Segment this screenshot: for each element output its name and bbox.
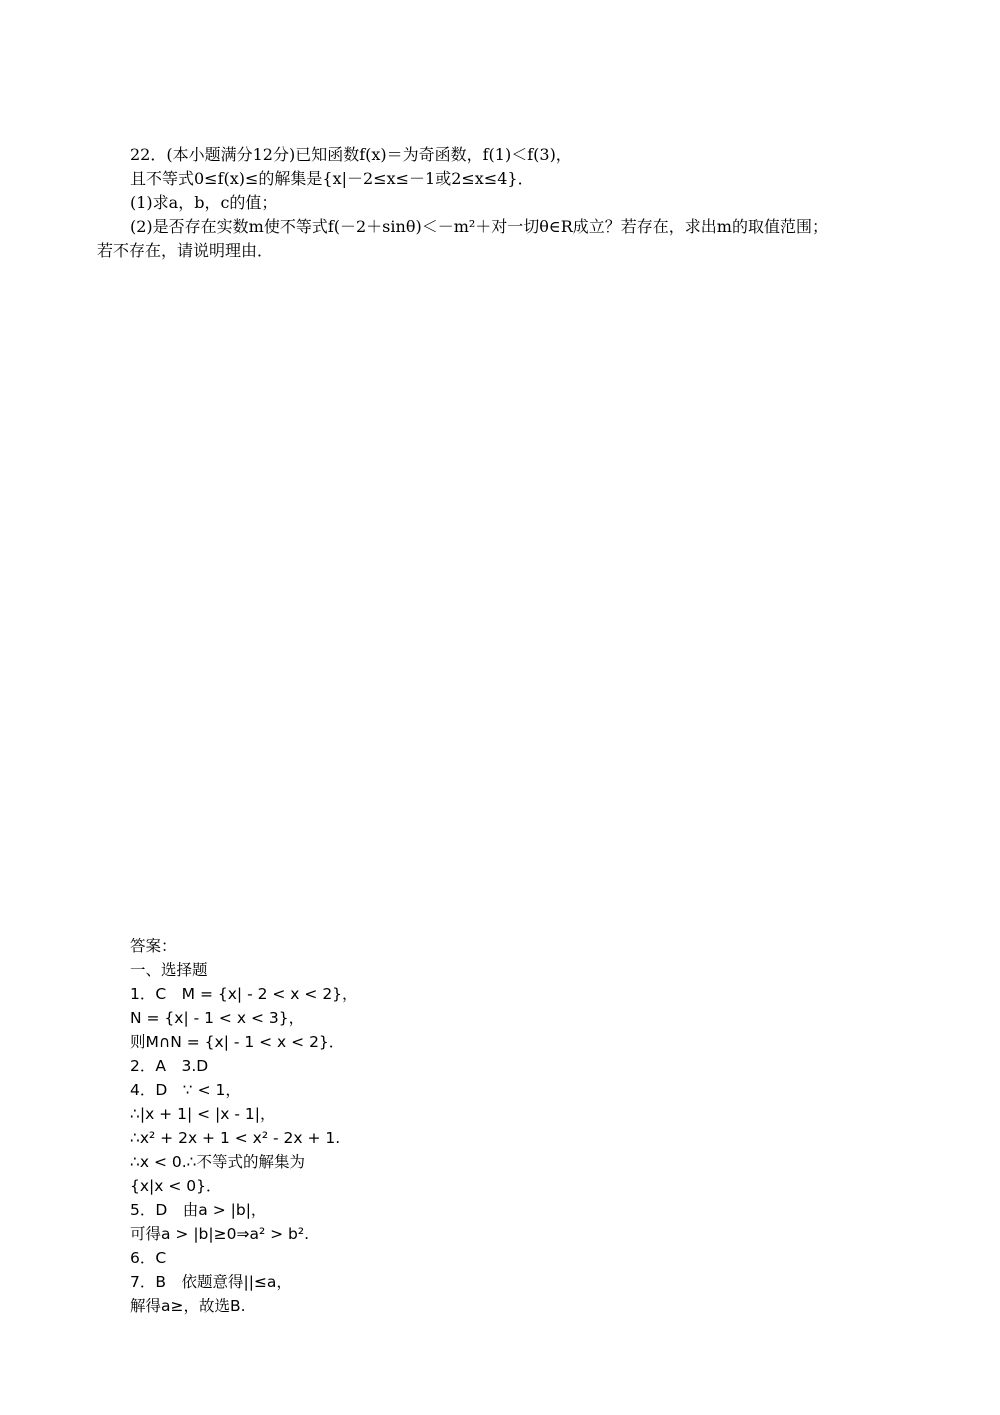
answer-line: 则M∩N = {x| - 1 < x < 2}． — [130, 1033, 345, 1051]
answer-section-title: 一、选择题 — [130, 961, 208, 979]
question-line-4: (2)是否存在实数m使不等式f(－2＋sinθ)＜－m²＋对一切θ∈R成立？若存在，求出m的取值范围； — [130, 217, 828, 236]
answer-line: 可得a > |b|≥0⇒a² > b². — [130, 1225, 309, 1243]
question-line-1: 22．(本小题满分12分)已知函数f(x)＝为奇函数，f(1)＜f(3)， — [130, 145, 572, 164]
answer-line: ∴x < 0.∴不等式的解集为 — [130, 1153, 306, 1171]
answer-line: ∴x² + 2x + 1 < x² - 2x + 1. — [130, 1129, 341, 1147]
answer-line: {x|x < 0}． — [130, 1177, 222, 1195]
answer-line: ∴|x + 1| < |x - 1|， — [130, 1105, 276, 1123]
answer-heading: 答案： — [130, 937, 177, 955]
question-line-2: 且不等式0≤f(x)≤的解集是{x|－2≤x≤－1或2≤x≤4}． — [130, 169, 534, 188]
answer-line: 4．D ∵ < 1， — [130, 1081, 241, 1099]
answer-line: 解得a≥，故选B. — [130, 1297, 246, 1315]
answer-line: 7．B 依题意得||≤a， — [130, 1273, 292, 1291]
answer-line: 6．C — [130, 1249, 167, 1267]
answer-line: 1．C M = {x| - 2 < x < 2}， — [130, 985, 358, 1003]
answer-line: 2．A 3.D — [130, 1057, 209, 1075]
answer-line: N = {x| - 1 < x < 3}， — [130, 1009, 305, 1027]
answer-line: 5．D 由a > |b|， — [130, 1201, 267, 1219]
question-line-5: 若不存在，请说明理由． — [97, 241, 274, 260]
question-line-3: (1)求a，b，c的值； — [130, 193, 278, 212]
